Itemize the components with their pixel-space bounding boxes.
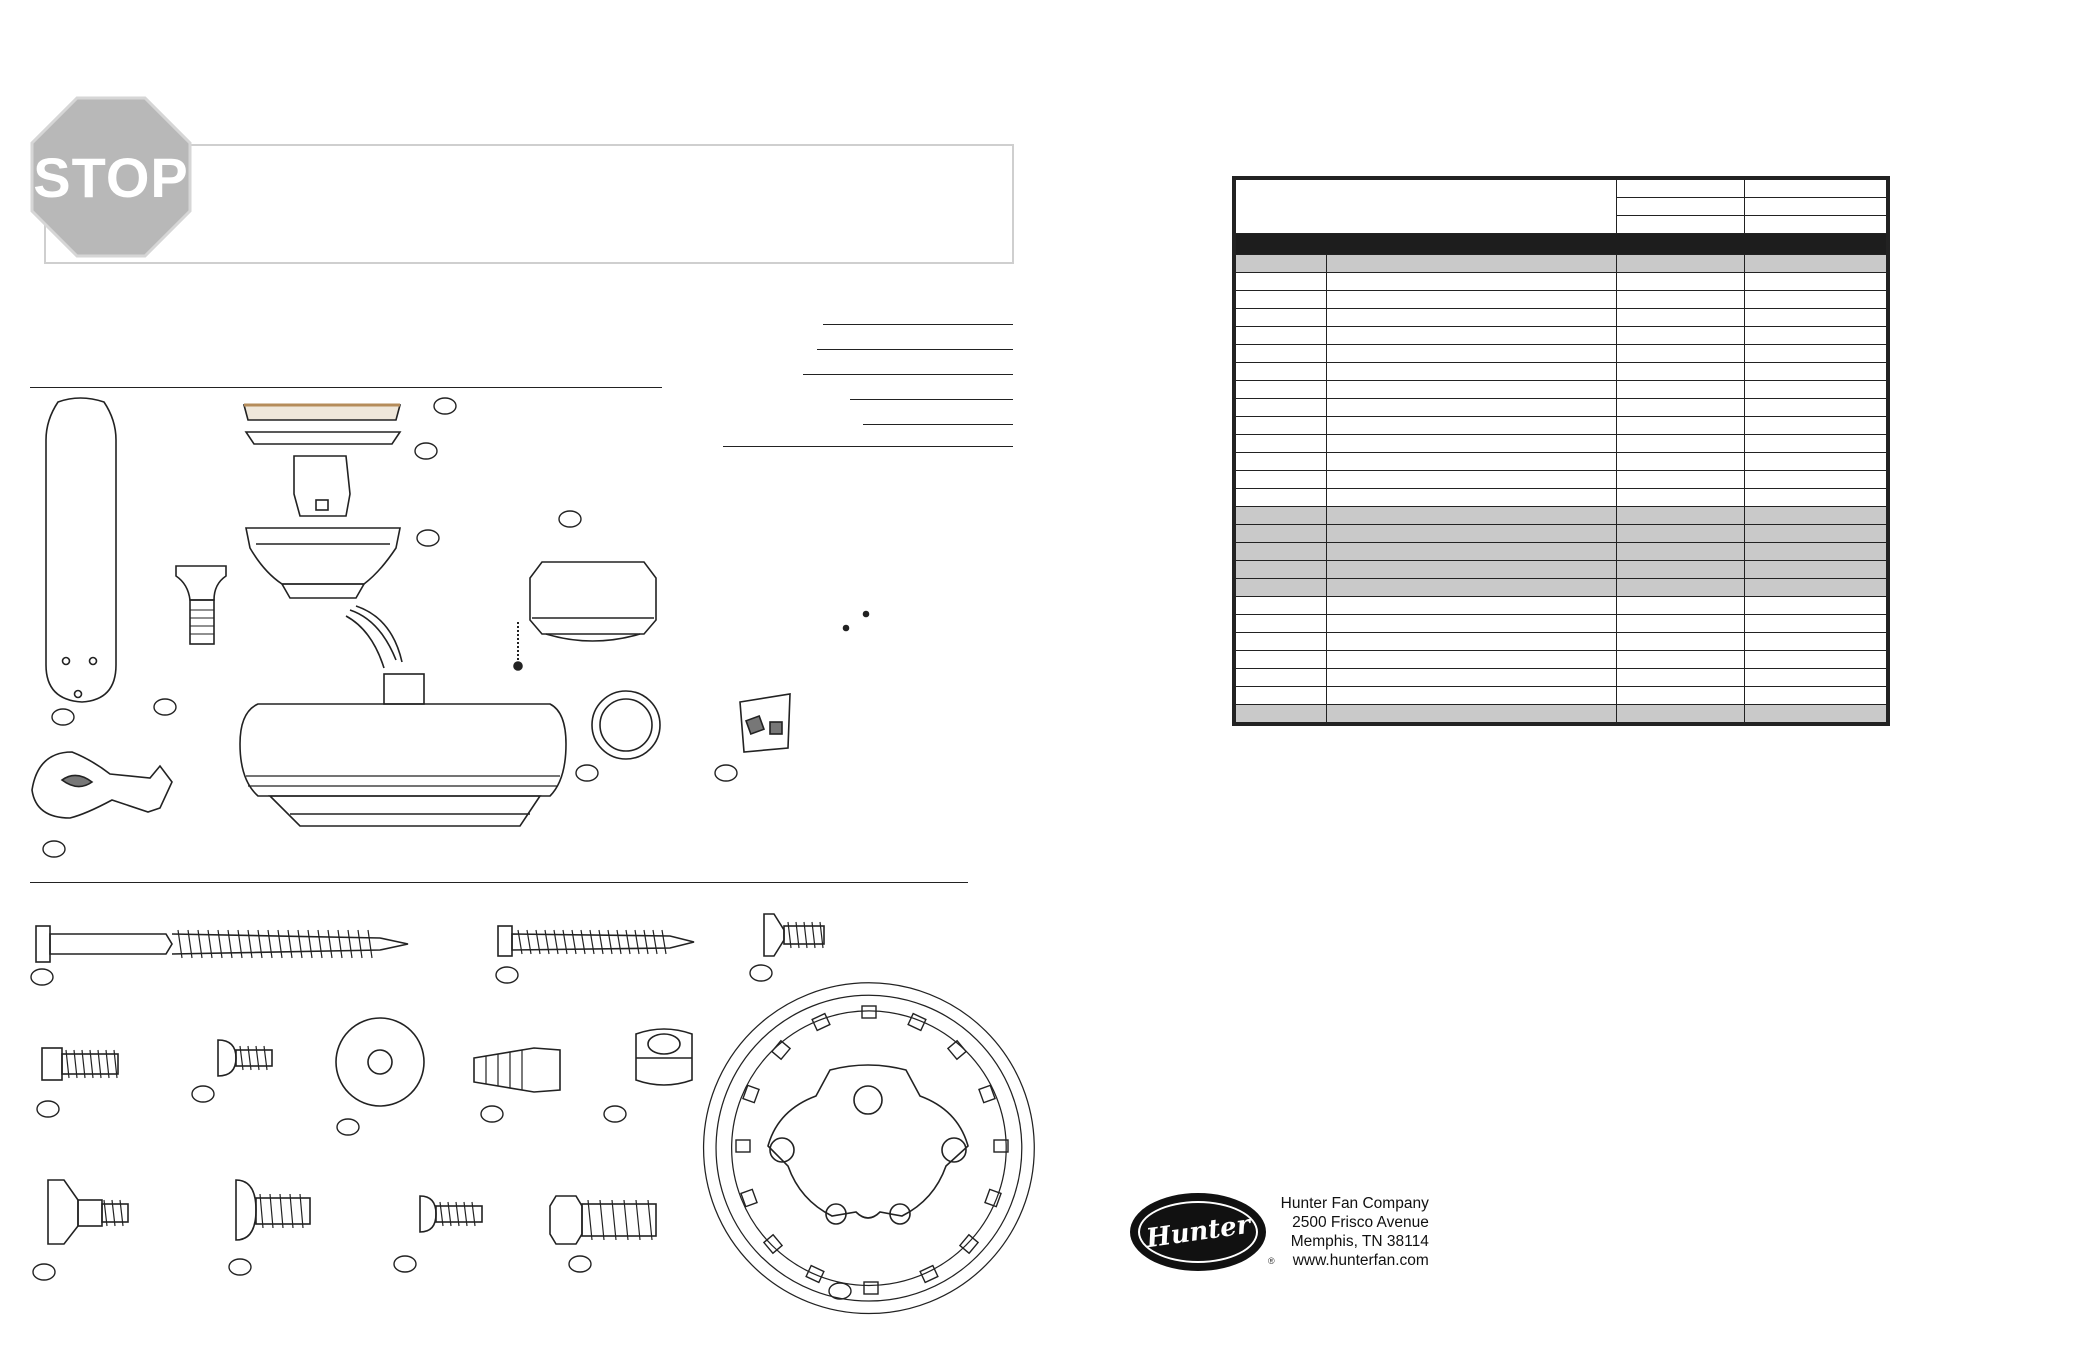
table-cell: [1744, 633, 1888, 651]
table-cell: [1616, 669, 1744, 687]
table-cell: [1234, 327, 1326, 345]
table-cell: [1744, 453, 1888, 471]
table-cell: [1616, 687, 1744, 705]
table-cell: [1234, 309, 1326, 327]
parts-list-table: [1232, 176, 1890, 726]
table-cell: [1616, 381, 1744, 399]
company-website: www.hunterfan.com: [1292, 1252, 1429, 1269]
table-cell: [1326, 363, 1616, 381]
table-cell: [1326, 309, 1616, 327]
table-row: [1234, 381, 1888, 399]
table-cell: [1234, 381, 1326, 399]
table-cell: [1744, 561, 1888, 579]
table-cell: [1616, 597, 1744, 615]
table-cell: [1744, 178, 1888, 198]
table-cell: [1744, 489, 1888, 507]
table-row: [1234, 471, 1888, 489]
stop-sign-text: STOP: [33, 145, 189, 209]
table-cell: [1326, 435, 1616, 453]
table-row: [1234, 399, 1888, 417]
table-row: [1234, 543, 1888, 561]
table-cell: [1326, 669, 1616, 687]
table-cell: [1326, 579, 1616, 597]
table-cell: [1326, 633, 1616, 651]
table-row: [1234, 669, 1888, 687]
canopy-trim-ring-icon: [244, 405, 400, 420]
table-row: [1234, 273, 1888, 291]
table-cell: [1616, 178, 1744, 198]
table-row: [1234, 489, 1888, 507]
table-cell: [1616, 453, 1744, 471]
table-header-cell: [1234, 178, 1616, 234]
table-cell: [1234, 435, 1326, 453]
registered-mark: ®: [1268, 1256, 1275, 1266]
company-street: 2500 Frisco Avenue: [1292, 1214, 1429, 1231]
table-row: [1234, 417, 1888, 435]
table-cell: [1326, 327, 1616, 345]
table-cell: [1744, 525, 1888, 543]
table-cell: [1234, 507, 1326, 525]
table-cell: [1744, 435, 1888, 453]
table-cell: [1616, 255, 1744, 273]
table-cell: [1326, 345, 1616, 363]
table-cell: [1234, 579, 1326, 597]
table-cell: [1744, 687, 1888, 705]
table-cell: [1326, 255, 1616, 273]
table-cell: [1234, 489, 1326, 507]
table-cell: [1234, 705, 1326, 725]
table-cell: [1326, 507, 1616, 525]
table-cell: [1744, 345, 1888, 363]
table-cell: [1744, 669, 1888, 687]
table-cell: [1616, 489, 1744, 507]
table-cell: [1234, 651, 1326, 669]
table-cell: [1744, 651, 1888, 669]
table-cell: [1744, 291, 1888, 309]
table-cell: [1234, 255, 1326, 273]
table-cell: [1234, 453, 1326, 471]
table-cell: [1616, 273, 1744, 291]
part-index-circles: [31, 398, 851, 1299]
hunter-logo: [1130, 1193, 1266, 1271]
table-cell: [1616, 435, 1744, 453]
table-row: [1234, 309, 1888, 327]
table-cell: [1326, 399, 1616, 417]
company-block: [1130, 1190, 1429, 1274]
table-cell: [1616, 543, 1744, 561]
table-cell: [1234, 234, 1888, 255]
table-cell: [1326, 525, 1616, 543]
dot-marker: [844, 626, 849, 631]
company-address: [1281, 1194, 1429, 1270]
table-row: [1234, 561, 1888, 579]
table-cell: [1234, 471, 1326, 489]
table-row: [1234, 178, 1888, 198]
table-cell: [1616, 327, 1744, 345]
table-cell: [1616, 705, 1744, 725]
rubber-ring-icon: [592, 691, 660, 759]
hex-bolt-icon: [550, 1196, 656, 1244]
table-cell: [1616, 651, 1744, 669]
table-cell: [1234, 633, 1326, 651]
table-row: [1234, 345, 1888, 363]
canopy-icon: [246, 528, 400, 598]
table-cell: [1744, 381, 1888, 399]
table-cell: [1234, 291, 1326, 309]
truss-head-screw-icon: [236, 1180, 310, 1240]
table-row: [1234, 615, 1888, 633]
table-cell: [1326, 381, 1616, 399]
table-cell: [1326, 705, 1616, 725]
table-cell: [1744, 579, 1888, 597]
table-cell: [1616, 216, 1744, 234]
table-cell: [1326, 291, 1616, 309]
table-cell: [1616, 198, 1744, 216]
table-cell: [1234, 399, 1326, 417]
flat-head-screw-icon: [764, 914, 824, 956]
table-row: [1234, 579, 1888, 597]
table-cell: [1616, 615, 1744, 633]
wood-screw-icon: [498, 926, 694, 956]
table-cell: [1616, 525, 1744, 543]
mounting-plate-icon: [666, 940, 1050, 1346]
table-cell: [1744, 471, 1888, 489]
table-cell: [1744, 198, 1888, 216]
table-cell: [1326, 651, 1616, 669]
table-cell: [1744, 399, 1888, 417]
table-row: [1234, 435, 1888, 453]
table-cell: [1744, 417, 1888, 435]
table-row: [1234, 234, 1888, 255]
table-row: [1234, 687, 1888, 705]
table-row: [1234, 525, 1888, 543]
downrod-ball-icon: [176, 566, 226, 644]
table-cell: [1326, 453, 1616, 471]
countersunk-screw-icon: [48, 1180, 128, 1244]
fan-blade-icon: [46, 398, 116, 702]
machine-screw-icon: [42, 1048, 118, 1080]
table-cell: [1744, 327, 1888, 345]
dot-marker: [864, 612, 869, 617]
company-city: Memphis, TN 38114: [1290, 1233, 1429, 1250]
switch-housing-icon: [514, 562, 656, 670]
blade-iron-icon: [32, 752, 172, 818]
washer-icon: [336, 1018, 424, 1106]
table-cell: [1616, 291, 1744, 309]
table-cell: [1616, 579, 1744, 597]
table-row: [1234, 633, 1888, 651]
table-cell: [1234, 525, 1326, 543]
table-cell: [1744, 705, 1888, 725]
table-row: [1234, 507, 1888, 525]
hardware-bag-icon: [740, 694, 790, 752]
wire-nut-icon: [474, 1048, 560, 1092]
table-cell: [1326, 471, 1616, 489]
table-cell: [1326, 489, 1616, 507]
table-row: [1234, 705, 1888, 725]
pan-head-screw-icon: [218, 1040, 272, 1076]
table-cell: [1744, 543, 1888, 561]
table-cell: [1616, 633, 1744, 651]
table-row: [1234, 453, 1888, 471]
table-cell: [1234, 669, 1326, 687]
table-cell: [1326, 597, 1616, 615]
table-cell: [1744, 216, 1888, 234]
table-cell: [1326, 417, 1616, 435]
table-cell: [1234, 687, 1326, 705]
company-name: Hunter Fan Company: [1280, 1195, 1429, 1212]
table-row: [1234, 327, 1888, 345]
table-cell: [1326, 561, 1616, 579]
logo-text: Hunter: [1144, 1209, 1252, 1255]
table-cell: [1234, 363, 1326, 381]
table-cell: [1326, 543, 1616, 561]
table-cell: [1616, 417, 1744, 435]
mounting-bracket-icon: [246, 432, 400, 516]
table-cell: [1326, 273, 1616, 291]
small-screw-icon: [420, 1196, 482, 1232]
table-cell: [1744, 507, 1888, 525]
table-row: [1234, 255, 1888, 273]
table-row: [1234, 291, 1888, 309]
table-cell: [1234, 543, 1326, 561]
table-row: [1234, 363, 1888, 381]
table-cell: [1616, 507, 1744, 525]
table-cell: [1616, 471, 1744, 489]
table-cell: [1744, 363, 1888, 381]
table-cell: [1616, 561, 1744, 579]
table-row: [1234, 651, 1888, 669]
table-cell: [1616, 363, 1744, 381]
table-cell: [1234, 597, 1326, 615]
table-cell: [1616, 345, 1744, 363]
table-cell: [1744, 273, 1888, 291]
table-cell: [1234, 561, 1326, 579]
table-cell: [1744, 309, 1888, 327]
table-cell: [1234, 417, 1326, 435]
table-cell: [1326, 687, 1616, 705]
table-cell: [1744, 255, 1888, 273]
table-cell: [1744, 597, 1888, 615]
table-cell: [1234, 273, 1326, 291]
table-cell: [1234, 345, 1326, 363]
table-cell: [1616, 309, 1744, 327]
table-cell: [1326, 615, 1616, 633]
table-cell: [1234, 615, 1326, 633]
table-row: [1234, 597, 1888, 615]
table-cell: [1616, 399, 1744, 417]
table-cell: [1744, 615, 1888, 633]
lag-screw-icon: [36, 926, 408, 962]
grommet-icon: [636, 1029, 692, 1085]
